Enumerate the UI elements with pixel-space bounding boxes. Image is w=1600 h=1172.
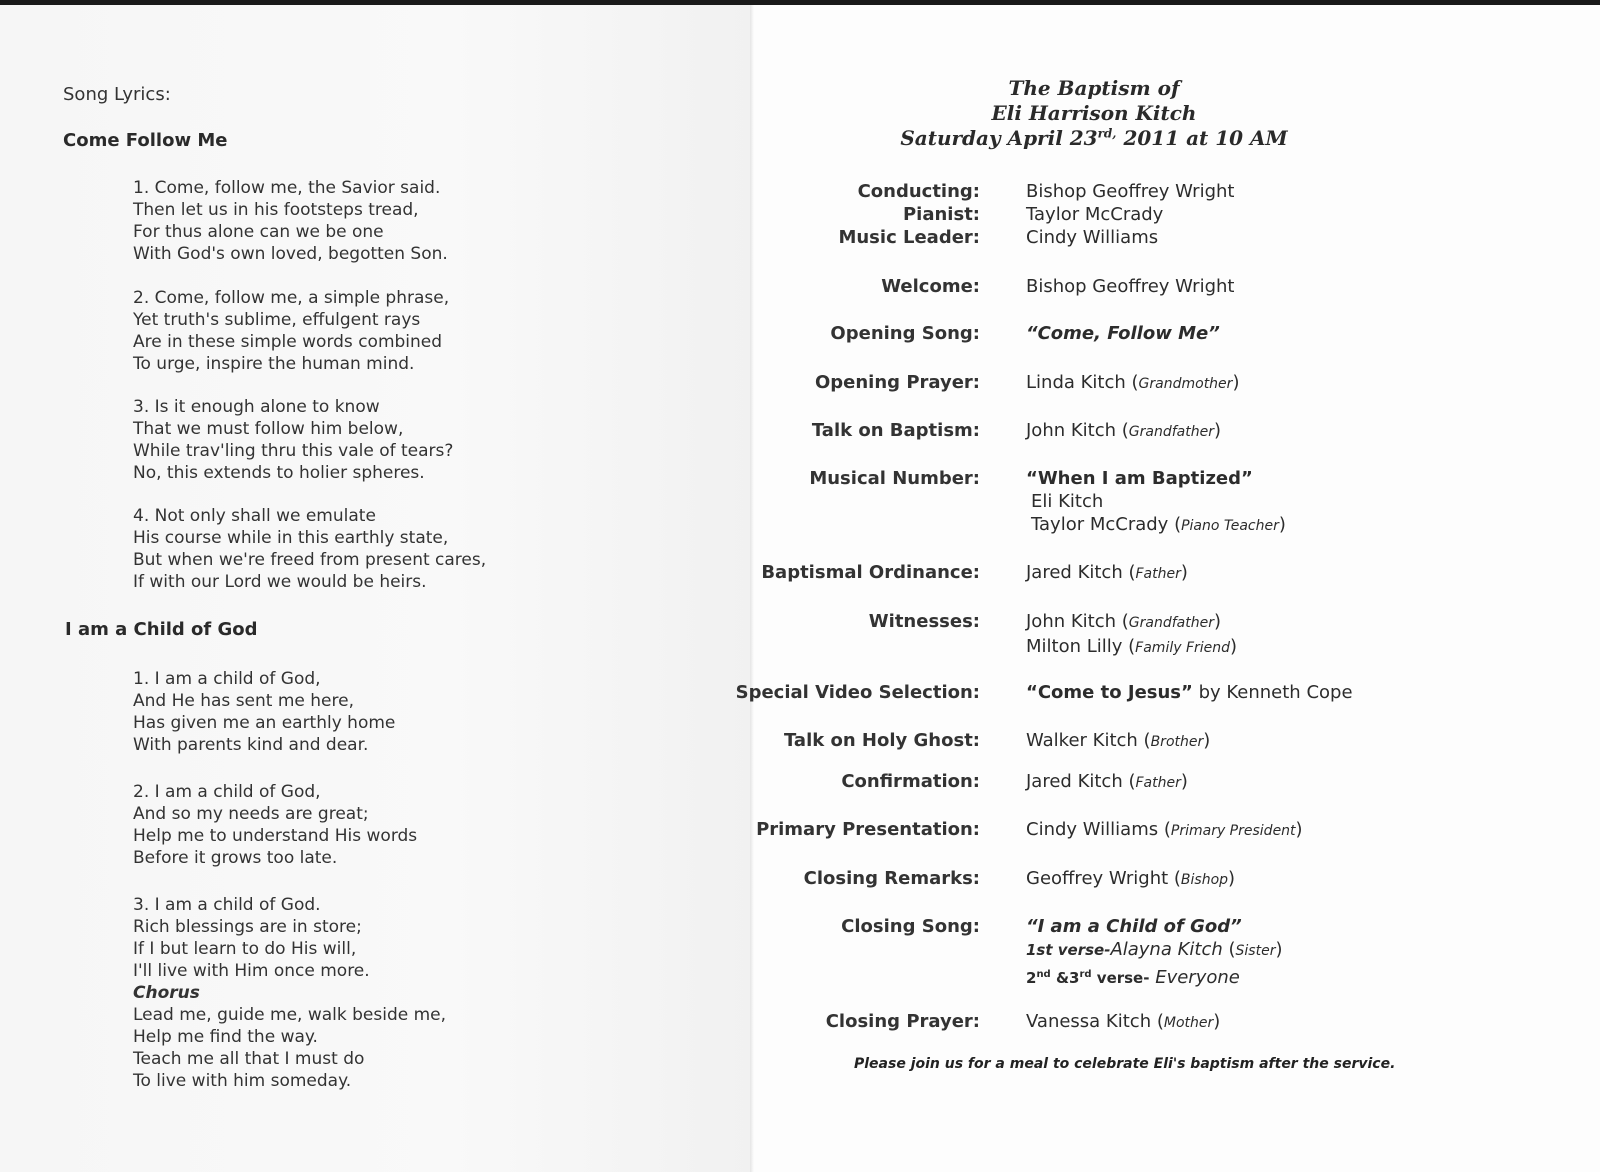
lyric-line: If with our Lord we would be heirs. (133, 572, 427, 592)
row-label: Musical Number: (809, 468, 980, 489)
row-name: John Kitch (1026, 611, 1117, 632)
row-name: Geoffrey Wright (1026, 868, 1169, 889)
row-label: Talk on Holy Ghost: (783, 730, 980, 751)
row-name: John Kitch (1026, 420, 1117, 441)
row-role: Grandmother (1138, 376, 1233, 392)
lyrics-header: Song Lyrics: (63, 84, 171, 105)
row-label: Witnesses: (868, 611, 980, 632)
row-name: Milton Lilly (1026, 636, 1123, 657)
lyric-line: But when we're freed from present cares, (133, 550, 487, 570)
row-label: Opening Song: (830, 323, 980, 344)
lyric-line: No, this extends to holier spheres. (133, 463, 425, 483)
date-suffix: 2011 at 10 AM (1116, 126, 1288, 150)
verse-1 (133, 668, 395, 756)
lyric-line: Rich blessings are in store; (133, 917, 362, 937)
lyric-line: 2. Come, follow me, a simple phrase, (133, 288, 450, 308)
lyric-line: His course while in this earthly state, (133, 528, 449, 548)
row-role: Bishop (1180, 872, 1229, 888)
lyric-line: Help me find the way. (133, 1027, 318, 1047)
lyric-line: 1. Come, follow me, the Savior said. (133, 178, 441, 198)
verse-2 (133, 287, 449, 375)
lyric-line: Lead me, guide me, walk beside me, (133, 1005, 447, 1025)
row-label: Talk on Baptism: (811, 420, 980, 441)
row-name: Taylor McCrady (1031, 514, 1169, 535)
song-title-child-of-god: I am a Child of God (65, 619, 258, 640)
song-title-come-follow-me: Come Follow Me (63, 130, 228, 151)
verse-3 (133, 396, 453, 484)
row-role: Primary President (1170, 823, 1296, 839)
verse-2 (133, 781, 417, 869)
lyric-line: If I but learn to do His will, (133, 939, 357, 959)
title-date (854, 126, 1334, 151)
date-sup: rd, (1097, 126, 1117, 141)
lyric-line: With God's own loved, begotten Son. (133, 244, 448, 264)
lyric-line: While trav'ling thru this vale of tears? (133, 441, 454, 461)
row-role: Mother (1163, 1015, 1214, 1031)
lyric-line: Help me to understand His words (133, 826, 418, 846)
row-label: Confirmation: (841, 771, 980, 792)
date-prefix: Saturday April 23 (900, 126, 1098, 150)
row-name: Linda Kitch (1026, 372, 1126, 393)
row-label: Conducting: (857, 181, 980, 202)
lyric-line: Has given me an earthly home (133, 713, 396, 733)
row-name: Jared Kitch (1026, 771, 1123, 792)
lyric-line: For thus alone can we be one (133, 222, 384, 242)
row-song: “I am a Child of God” (1026, 916, 1242, 937)
row-role: Family Friend (1135, 640, 1231, 656)
lyric-line: 4. Not only shall we emulate (133, 506, 376, 526)
row-by: by Kenneth Cope (1192, 682, 1353, 703)
lyric-line: 3. Is it enough alone to know (133, 397, 380, 417)
verse-3 (133, 894, 446, 1092)
row-label: Opening Prayer: (814, 372, 980, 393)
row-role: Grandfather (1128, 424, 1214, 440)
row-label: Music Leader: (838, 227, 980, 248)
row-name: Vanessa Kitch (1026, 1011, 1152, 1032)
chorus-label: Chorus (133, 983, 200, 1003)
lyric-line: 3. I am a child of God. (133, 895, 321, 915)
lyric-line: That we must follow him below, (133, 419, 404, 439)
row-name: Eli Kitch (1031, 491, 1104, 512)
row-song: “Come to Jesus” (1026, 682, 1193, 703)
lyric-line: Before it grows too late. (133, 848, 338, 868)
lyric-line: I'll live with Him once more. (133, 961, 370, 981)
lyric-line: 2. I am a child of God, (133, 782, 321, 802)
row-role: Grandfather (1128, 615, 1214, 631)
verse-1 (133, 177, 448, 265)
program-title (854, 76, 1334, 151)
lyric-line: To urge, inspire the human mind. (133, 354, 415, 374)
row-name: Jared Kitch (1026, 562, 1123, 583)
lyric-line: 1. I am a child of God, (133, 669, 321, 689)
verse-prefix: 2nd &3rd verse- (1026, 969, 1150, 987)
row-label: Closing Song: (841, 916, 980, 937)
row-label: Closing Remarks: (803, 868, 980, 889)
verse-4 (133, 505, 486, 593)
row-label: Pianist: (902, 204, 980, 225)
row-name: Bishop Geoffrey Wright (1026, 181, 1235, 202)
title-line-1: The Baptism of (1008, 76, 1180, 100)
row-label: Baptismal Ordinance: (761, 562, 980, 583)
row-role: Piano Teacher (1181, 518, 1279, 534)
row-name: Walker Kitch (1026, 730, 1138, 751)
row-role: Father (1135, 775, 1181, 791)
row-role: Father (1135, 566, 1181, 582)
row-role: Sister (1235, 943, 1276, 959)
row-name: Everyone (1149, 967, 1240, 988)
row-song: “When I am Baptized” (1026, 468, 1253, 489)
title-line-2: Eli Harrison Kitch (991, 101, 1197, 125)
row-label: Primary Presentation: (756, 819, 980, 840)
lyric-line: And so my needs are great; (133, 804, 369, 824)
row-song: “Come, Follow Me” (1026, 323, 1220, 344)
row-label: Closing Prayer: (825, 1011, 980, 1032)
lyric-line: Yet truth's sublime, effulgent rays (133, 310, 421, 330)
row-name: Cindy Williams (1026, 819, 1159, 840)
lyric-line: Then let us in his footsteps tread, (133, 200, 419, 220)
verse-prefix: 1st verse- (1026, 941, 1111, 959)
lyric-line: And He has sent me here, (133, 691, 354, 711)
closing-note: Please join us for a meal to celebrate Eli's baptism after the service. (854, 1056, 1396, 1072)
row-name: Taylor McCrady (1026, 204, 1164, 225)
row-name: Bishop Geoffrey Wright (1026, 276, 1235, 297)
lyric-line: Are in these simple words combined (133, 332, 443, 352)
lyric-line: Teach me all that I must do (133, 1049, 365, 1069)
row-name: Cindy Williams (1026, 227, 1159, 248)
row-name: Alayna Kitch (1110, 939, 1223, 960)
lyric-line: To live with him someday. (133, 1071, 352, 1091)
row-label: Welcome: (881, 276, 980, 297)
row-role: Brother (1150, 734, 1204, 750)
row-label: Special Video Selection: (735, 682, 980, 703)
lyric-line: With parents kind and dear. (133, 735, 369, 755)
